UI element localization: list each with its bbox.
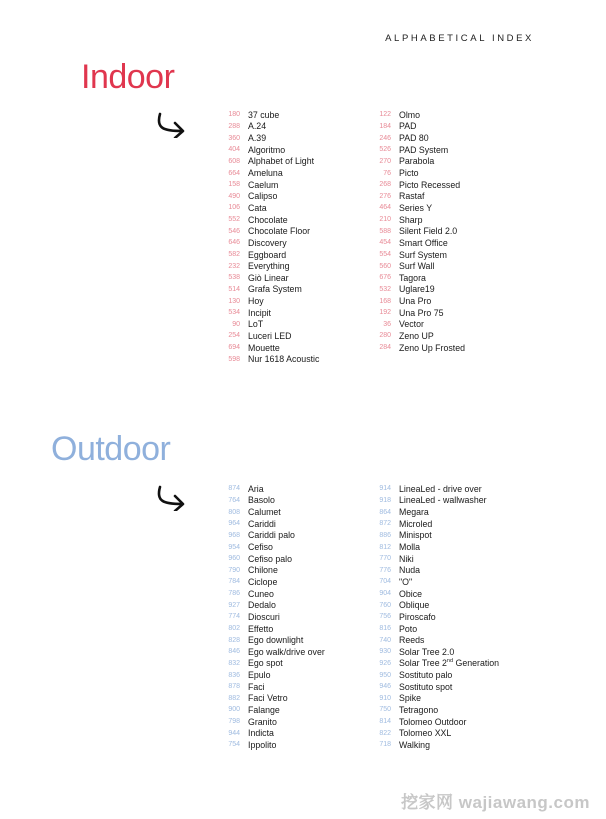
index-entry xyxy=(369,588,499,600)
product-name: Algoritmo xyxy=(248,144,286,155)
product-name: Sharp xyxy=(399,214,423,225)
page-number: 560 xyxy=(379,262,391,270)
page-number: 664 xyxy=(228,169,240,177)
page-number: 36 xyxy=(383,320,391,328)
product-name: Spike xyxy=(399,693,422,704)
page-number: 718 xyxy=(379,741,391,749)
page-number: 514 xyxy=(228,285,240,293)
product-name: Obice xyxy=(399,588,422,599)
index-entry xyxy=(369,307,465,319)
index-entry xyxy=(218,681,325,693)
page-number: 532 xyxy=(379,285,391,293)
index-entry xyxy=(369,202,465,214)
index-entry xyxy=(218,623,325,635)
index-entry xyxy=(218,495,325,507)
product-name: Poto xyxy=(399,623,418,634)
product-name: Chocolate Floor xyxy=(248,226,311,237)
index-entry xyxy=(369,237,465,249)
page-number: 836 xyxy=(228,671,240,679)
index-entry xyxy=(218,693,325,705)
index-entry xyxy=(369,249,465,261)
index-entry xyxy=(218,704,325,716)
index-entry xyxy=(369,144,465,156)
product-name: Tolomeo Outdoor xyxy=(399,716,467,727)
page-number: 910 xyxy=(379,694,391,702)
index-entry xyxy=(218,576,325,588)
index-entry xyxy=(369,564,499,576)
product-name: Cata xyxy=(248,202,267,213)
page-number: 886 xyxy=(379,531,391,539)
index-entry xyxy=(218,132,319,144)
page-number: 582 xyxy=(228,251,240,258)
page-number: 598 xyxy=(228,355,240,363)
index-entry xyxy=(369,599,499,611)
page-number: 490 xyxy=(228,192,240,200)
page-number: 276 xyxy=(379,192,391,200)
page-number: 926 xyxy=(379,659,391,667)
index-entry xyxy=(218,144,319,156)
page-number: 534 xyxy=(228,309,240,317)
product-name: Incipit xyxy=(248,307,271,318)
product-name: LoT xyxy=(248,319,264,330)
product-name: Luceri LED xyxy=(248,330,292,341)
page-number: 608 xyxy=(228,157,240,165)
product-name: Nur 1618 Acoustic xyxy=(248,354,320,365)
product-name: Dioscuri xyxy=(248,611,280,622)
product-name: Effetto xyxy=(248,623,274,634)
index-entry xyxy=(218,716,325,728)
index-entry xyxy=(369,727,499,739)
index-entry xyxy=(218,330,319,342)
product-name: Smart Office xyxy=(399,237,448,248)
product-name: Ciclope xyxy=(248,576,278,587)
product-name: Discovery xyxy=(248,237,287,248)
product-name: Ego walk/drive over xyxy=(248,646,325,657)
product-name: Falange xyxy=(248,704,280,715)
product-name: Surf System xyxy=(399,249,447,260)
page-number: 960 xyxy=(228,555,240,563)
outdoor-index-left xyxy=(218,483,325,751)
page-number: 882 xyxy=(228,694,240,702)
page-number: 270 xyxy=(379,157,391,165)
page-number: 254 xyxy=(228,332,240,340)
page-number: 764 xyxy=(228,496,240,504)
index-entry xyxy=(218,518,325,530)
page-number: 914 xyxy=(379,485,391,493)
index-entry xyxy=(369,681,499,693)
index-entry xyxy=(218,214,319,226)
page-number: 900 xyxy=(228,706,240,714)
page-number: 944 xyxy=(228,729,240,737)
index-entry xyxy=(369,704,499,716)
index-entry xyxy=(369,295,465,307)
index-entry xyxy=(218,530,325,542)
product-name: PAD xyxy=(399,121,417,132)
index-entry xyxy=(369,658,499,670)
product-name: Chilone xyxy=(248,565,278,576)
product-name: Silent Field 2.0 xyxy=(399,226,458,237)
page-number: 454 xyxy=(379,239,391,247)
page-number: 872 xyxy=(379,520,391,528)
product-name: Sostituto palo xyxy=(399,670,453,681)
index-entry xyxy=(369,179,465,191)
product-name: Reeds xyxy=(399,635,425,646)
product-name: 37 cube xyxy=(248,109,280,120)
product-name: Eggboard xyxy=(248,249,287,260)
index-entry xyxy=(369,330,465,342)
product-name: PAD 80 xyxy=(399,133,429,144)
index-entry xyxy=(218,307,319,319)
page-number: 90 xyxy=(232,320,240,328)
index-entry xyxy=(369,225,465,237)
index-entry xyxy=(218,483,325,495)
product-name: Surf Wall xyxy=(399,261,435,272)
page-number: 360 xyxy=(228,134,240,142)
indoor-index-right xyxy=(369,109,465,353)
index-entry xyxy=(369,634,499,646)
product-name: Everything xyxy=(248,261,290,272)
product-name: Microled xyxy=(399,518,433,529)
index-entry xyxy=(218,202,319,214)
page-number: 538 xyxy=(228,274,240,282)
page-number: 130 xyxy=(228,297,240,305)
product-name: Faci xyxy=(248,681,265,692)
index-entry xyxy=(218,284,319,296)
index-entry xyxy=(218,249,319,261)
product-name: Hoy xyxy=(248,296,264,307)
index-entry xyxy=(218,553,325,565)
product-name: Olmo xyxy=(399,109,421,120)
product-name: Ego downlight xyxy=(248,635,304,646)
product-name: Zeno Up Frosted xyxy=(399,342,466,353)
index-entry xyxy=(218,669,325,681)
index-entry xyxy=(369,483,499,495)
index-entry xyxy=(218,634,325,646)
page-number: 404 xyxy=(228,146,240,154)
product-name: Zeno UP xyxy=(399,330,434,341)
page-number: 760 xyxy=(379,601,391,609)
index-entry xyxy=(369,669,499,681)
product-name: "O" xyxy=(399,576,413,587)
product-name: Basolo xyxy=(248,495,275,506)
index-entry xyxy=(218,319,319,331)
product-name: A.24 xyxy=(248,121,267,132)
index-entry xyxy=(218,342,319,354)
index-entry xyxy=(218,179,319,191)
product-name: Walking xyxy=(399,739,430,750)
page-number: 168 xyxy=(379,297,391,305)
page-number: 158 xyxy=(228,181,240,189)
product-name: Piroscafo xyxy=(399,611,436,622)
index-entry xyxy=(218,611,325,623)
page-number: 770 xyxy=(379,555,391,563)
page-number: 526 xyxy=(379,146,391,154)
page-number: 954 xyxy=(228,543,240,551)
page-number: 828 xyxy=(228,636,240,644)
page-number: 554 xyxy=(379,251,391,258)
index-entry xyxy=(218,109,319,121)
page-number: 784 xyxy=(228,578,240,586)
index-entry xyxy=(218,564,325,576)
index-entry xyxy=(369,693,499,705)
page-number: 904 xyxy=(379,590,391,598)
product-name: Rastaf xyxy=(399,191,425,202)
index-entry xyxy=(369,121,465,133)
product-name: Epulo xyxy=(248,670,271,681)
product-name: Tolomeo XXL xyxy=(399,728,452,739)
index-entry xyxy=(218,599,325,611)
page-number: 950 xyxy=(379,671,391,679)
index-entry xyxy=(218,156,319,168)
index-entry xyxy=(369,623,499,635)
product-name: Ameluna xyxy=(248,168,283,179)
product-name: Giò Linear xyxy=(248,272,289,283)
index-entry xyxy=(369,716,499,728)
product-name: Megara xyxy=(399,507,429,518)
page-number: 184 xyxy=(379,122,391,130)
page-number: 814 xyxy=(379,718,391,726)
index-entry xyxy=(369,284,465,296)
page-number: 816 xyxy=(379,625,391,632)
page-number: 588 xyxy=(379,227,391,235)
product-name: Granito xyxy=(248,716,277,727)
index-entry xyxy=(369,518,499,530)
product-name: Cefiso xyxy=(248,542,273,553)
index-entry xyxy=(369,495,499,507)
watermark: 挖家网 wajiawang.com xyxy=(401,793,590,812)
page-number: 918 xyxy=(379,496,391,504)
page-number: 740 xyxy=(379,636,391,644)
product-name: Mouette xyxy=(248,342,280,353)
index-entry xyxy=(218,260,319,272)
index-entry xyxy=(218,167,319,179)
page-number: 180 xyxy=(228,111,240,119)
product-name: Chocolate xyxy=(248,214,288,225)
product-name: Calipso xyxy=(248,191,278,202)
page-number: 822 xyxy=(379,729,391,737)
product-name: LineaLed - drive over xyxy=(399,483,482,494)
product-name: Series Y xyxy=(399,202,433,213)
index-entry xyxy=(218,588,325,600)
page-number: 968 xyxy=(228,531,240,539)
product-name: Caelum xyxy=(248,179,279,190)
product-name: Alphabet of Light xyxy=(248,156,315,167)
product-name: Una Pro xyxy=(399,296,432,307)
page-number: 210 xyxy=(379,216,391,224)
indoor-index-left xyxy=(218,109,319,365)
page-number: 288 xyxy=(228,122,240,130)
page-number: 750 xyxy=(379,706,391,714)
product-name: Calumet xyxy=(248,507,281,518)
product-name: Cefiso palo xyxy=(248,553,293,564)
page-number: 246 xyxy=(379,134,391,142)
page-number: 874 xyxy=(228,485,240,493)
product-name: Picto Recessed xyxy=(399,179,461,190)
index-entry xyxy=(218,237,319,249)
product-name: Molla xyxy=(399,542,421,553)
page-number: 832 xyxy=(228,659,240,667)
alphabetical-index-header: ALPHABETICAL INDEX xyxy=(385,33,534,44)
index-entry xyxy=(218,353,319,365)
product-name: Una Pro 75 xyxy=(399,307,444,318)
page-number: 774 xyxy=(228,613,240,621)
index-entry xyxy=(369,156,465,168)
index-entry xyxy=(218,739,325,751)
index-entry xyxy=(218,295,319,307)
index-entry xyxy=(218,658,325,670)
index-entry xyxy=(218,727,325,739)
index-entry xyxy=(369,260,465,272)
index-entry xyxy=(218,225,319,237)
index-entry xyxy=(369,132,465,144)
product-name: LineaLed - wallwasher xyxy=(399,495,487,506)
index-entry xyxy=(369,739,499,751)
page-number: 930 xyxy=(379,648,391,656)
product-name: Uglare19 xyxy=(399,284,435,295)
index-entry xyxy=(369,506,499,518)
index-entry xyxy=(369,272,465,284)
product-name: Tagora xyxy=(399,272,426,283)
page-number: 704 xyxy=(379,578,391,586)
product-name: Sostituto spot xyxy=(399,681,453,692)
index-entry xyxy=(369,109,465,121)
product-name: Faci Vetro xyxy=(248,693,288,704)
product-name: Picto xyxy=(399,168,419,179)
product-name: Ippolito xyxy=(248,739,277,750)
product-name: Dedalo xyxy=(248,600,276,611)
page-number: 232 xyxy=(228,262,240,270)
product-name: Nuda xyxy=(399,565,421,576)
indoor-section-title: Indoor xyxy=(81,58,175,96)
page-number: 280 xyxy=(379,332,391,340)
product-name: Solar Tree 2nd Generation xyxy=(399,658,500,669)
index-entry xyxy=(218,121,319,133)
page-number: 946 xyxy=(379,683,391,691)
product-name: Cariddi xyxy=(248,518,276,529)
page-number: 122 xyxy=(379,111,391,119)
page-number: 546 xyxy=(228,227,240,235)
index-entry xyxy=(218,190,319,202)
outdoor-section-title: Outdoor xyxy=(51,430,171,468)
page-number: 756 xyxy=(379,613,391,621)
page-number: 192 xyxy=(379,309,391,317)
curved-arrow-icon xyxy=(155,485,188,511)
index-entry xyxy=(369,530,499,542)
product-name: PAD System xyxy=(399,144,449,155)
page-number: 964 xyxy=(228,520,240,528)
product-name: Parabola xyxy=(399,156,435,167)
index-entry xyxy=(218,646,325,658)
page-number: 802 xyxy=(228,625,240,632)
product-name: Tetragono xyxy=(399,704,439,715)
page-number: 106 xyxy=(228,204,240,212)
outdoor-index-right xyxy=(369,483,499,751)
page-number: 754 xyxy=(228,741,240,749)
product-name: Aria xyxy=(248,483,264,494)
curved-arrow-icon xyxy=(155,112,188,138)
product-name: Vector xyxy=(399,319,424,330)
page-number: 812 xyxy=(379,543,391,551)
page-number: 552 xyxy=(228,216,240,224)
page-number: 864 xyxy=(379,508,391,516)
index-entry xyxy=(218,541,325,553)
product-name: A.39 xyxy=(248,133,267,144)
page-number: 646 xyxy=(228,239,240,247)
page-number: 878 xyxy=(228,683,240,691)
page-number: 694 xyxy=(228,344,240,352)
product-name: Grafa System xyxy=(248,284,302,295)
index-entry xyxy=(369,646,499,658)
page-number: 846 xyxy=(228,648,240,656)
index-entry xyxy=(369,342,465,354)
product-name: Ego spot xyxy=(248,658,283,669)
index-entry xyxy=(369,553,499,565)
index-entry xyxy=(369,541,499,553)
product-name: Minispot xyxy=(399,530,432,541)
page-number: 676 xyxy=(379,274,391,282)
page-number: 776 xyxy=(379,566,391,574)
index-entry xyxy=(218,272,319,284)
page-number: 808 xyxy=(228,508,240,516)
page-number: 464 xyxy=(379,204,391,212)
page-number: 284 xyxy=(379,344,391,352)
product-name: Oblique xyxy=(399,600,430,611)
page-number: 786 xyxy=(228,590,240,598)
page-number: 790 xyxy=(228,566,240,574)
page-number: 927 xyxy=(228,601,240,609)
index-entry xyxy=(218,506,325,518)
page-number: 268 xyxy=(379,181,391,189)
product-name: Niki xyxy=(399,553,414,564)
product-name: Cuneo xyxy=(248,588,274,599)
product-name: Indicta xyxy=(248,728,274,739)
index-entry xyxy=(369,611,499,623)
index-entry xyxy=(369,319,465,331)
index-entry xyxy=(369,576,499,588)
page-number: 76 xyxy=(383,169,391,177)
index-entry xyxy=(369,190,465,202)
product-name: Solar Tree 2.0 xyxy=(399,646,455,657)
index-entry xyxy=(369,214,465,226)
page-number: 798 xyxy=(228,718,240,726)
product-name: Cariddi palo xyxy=(248,530,295,541)
index-entry xyxy=(369,167,465,179)
